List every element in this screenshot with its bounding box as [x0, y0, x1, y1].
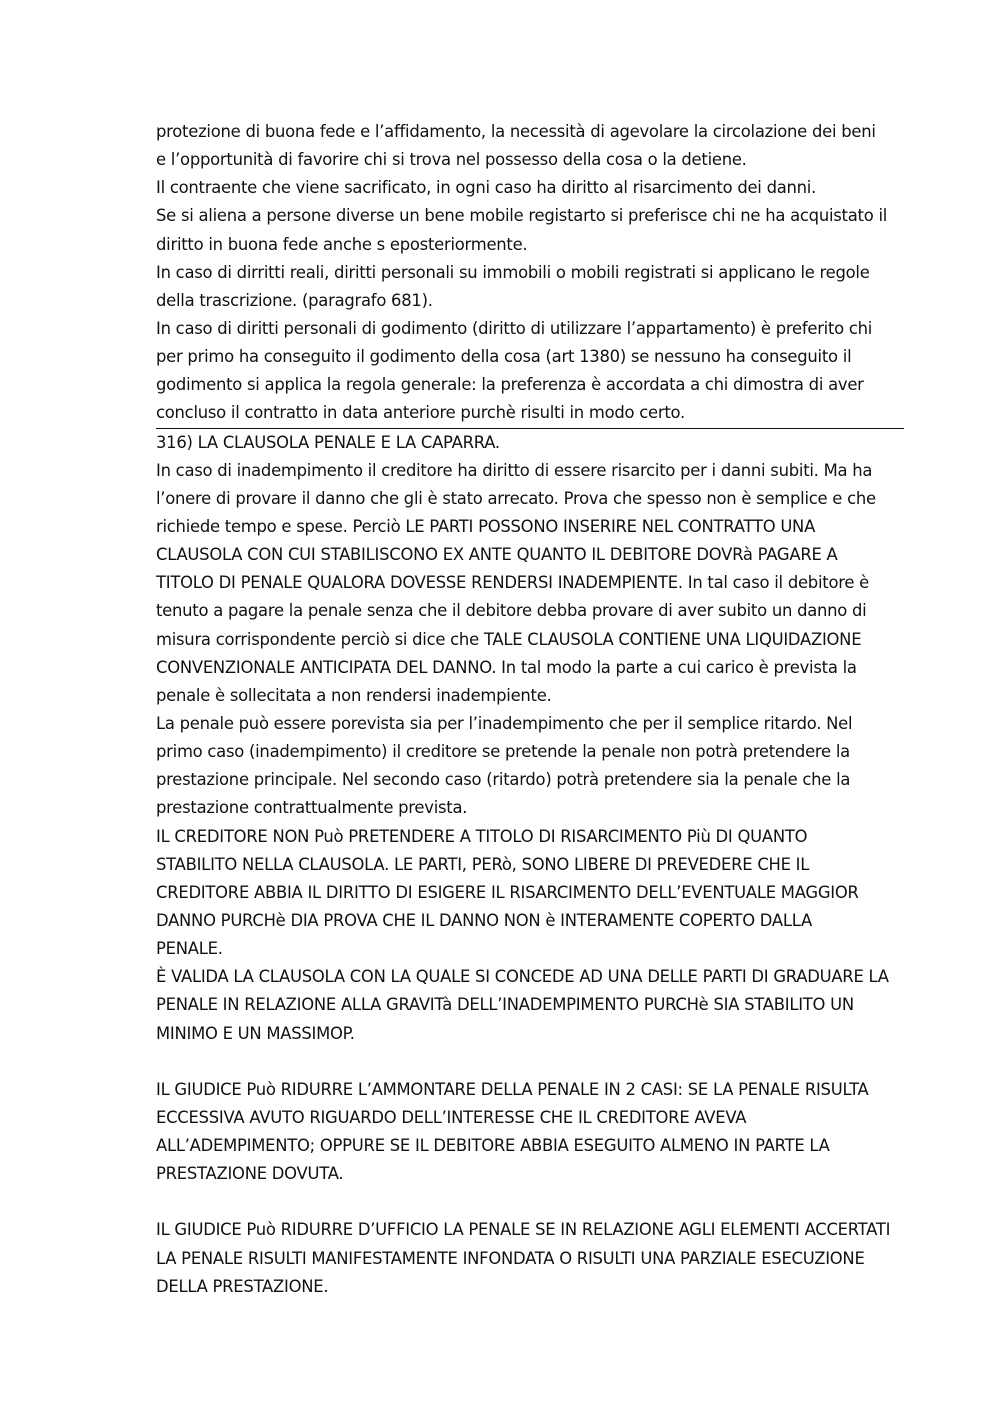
- text-line: richiede tempo e spese. Perciò LE PARTI POSSONO INSERIRE NEL CONTRATTO UNA: [156, 516, 816, 536]
- text-line: In caso di diritti personali di godimento (diritto di utilizzare l’appartamento) è preferito chi: [156, 318, 873, 338]
- text-line: In caso di inadempimento il creditore ha diritto di essere risarcito per i danni subiti. Ma ha: [156, 460, 873, 480]
- text-line: La penale può essere porevista sia per l’inadempimento che per il semplice ritardo. Nel: [156, 713, 853, 733]
- text-line: concluso il contratto in data anteriore purchè risulti in modo certo.: [156, 403, 686, 423]
- text-line: e l’opportunità di favorire chi si trova nel possesso della cosa o la detiene.: [156, 150, 747, 170]
- document-body: [156, 118, 908, 1301]
- text-line: TITOLO DI PENALE QUALORA DOVESSE RENDERSI INADEMPIENTE. In tal caso il debitore è: [156, 573, 869, 593]
- text-line: Il contraente che viene sacrificato, in ogni caso ha diritto al risarcimento dei danni.: [156, 178, 817, 198]
- text-line: PENALE IN RELAZIONE ALLA GRAVITà DELL’INADEMPIMENTO PURCHè SIA STABILITO UN: [156, 995, 854, 1015]
- text-line: godimento si applica la regola generale: la preferenza è accordata a chi dimostra di aver: [156, 375, 864, 395]
- text-line: DELLA PRESTAZIONE.: [156, 1276, 329, 1296]
- section-heading: 316) LA CLAUSOLA PENALE E LA CAPARRA.: [156, 432, 500, 452]
- paragraph-gap: [156, 1048, 908, 1076]
- text-line: tenuto a pagare la penale senza che il debitore debba provare di aver subito un danno di: [156, 601, 867, 621]
- text-line: ALL’ADEMPIMENTO; OPPURE SE IL DEBITORE ABBIA ESEGUITO ALMENO IN PARTE LA: [156, 1136, 830, 1156]
- text-line: CREDITORE ABBIA IL DIRITTO DI ESIGERE IL RISARCIMENTO DELL’EVENTUALE MAGGIOR: [156, 882, 859, 902]
- text-line: primo caso (inadempimento) il creditore se pretende la penale non potrà pretendere la: [156, 742, 850, 762]
- text-line: misura corrispondente perciò si dice che TALE CLAUSOLA CONTIENE UNA LIQUIDAZIONE: [156, 629, 862, 649]
- text-line: DANNO PURCHè DIA PROVA CHE IL DANNO NON è INTERAMENTE COPERTO DALLA: [156, 910, 812, 930]
- text-line: per primo ha conseguito il godimento della cosa (art 1380) se nessuno ha conseguito il: [156, 347, 852, 367]
- text-line: MINIMO E UN MASSIMOP.: [156, 1023, 355, 1043]
- text-line: diritto in buona fede anche s eposteriormente.: [156, 234, 528, 254]
- text-line: PRESTAZIONE DOVUTA.: [156, 1164, 344, 1184]
- text-line: IL CREDITORE NON Può PRETENDERE A TITOLO DI RISARCIMENTO Più DI QUANTO: [156, 826, 808, 846]
- text-line: È VALIDA LA CLAUSOLA CON LA QUALE SI CONCEDE AD UNA DELLE PARTI DI GRADUARE LA: [156, 967, 889, 987]
- text-line: protezione di buona fede e l’affidamento, la necessità di agevolare la circolazione dei beni: [156, 122, 876, 141]
- text-line: PENALE.: [156, 939, 223, 959]
- paragraph-gap: [156, 1188, 908, 1216]
- text-line: prestazione contrattualmente prevista.: [156, 798, 468, 818]
- text-line: CONVENZIONALE ANTICIPATA DEL DANNO. In tal modo la parte a cui carico è prevista la: [156, 657, 857, 677]
- text-line: penale è sollecitata a non rendersi inadempiente.: [156, 685, 552, 705]
- text-line: IL GIUDICE Può RIDURRE D’UFFICIO LA PENALE SE IN RELAZIONE AGLI ELEMENTI ACCERTATI: [156, 1220, 891, 1240]
- text-line: STABILITO NELLA CLAUSOLA. LE PARTI, PERò, SONO LIBERE DI PREVEDERE CHE IL: [156, 854, 810, 874]
- text-line: LA PENALE RISULTI MANIFESTAMENTE INFONDATA O RISULTI UNA PARZIALE ESECUZIONE: [156, 1248, 865, 1268]
- text-line: In caso di dirritti reali, diritti personali su immobili o mobili registrati si applicano le regole: [156, 262, 870, 282]
- text-line: della trascrizione. (paragrafo 681).: [156, 290, 433, 310]
- text-line: Se si aliena a persone diverse un bene mobile registarto si preferisce chi ne ha acquistato il: [156, 206, 888, 226]
- text-line: IL GIUDICE Può RIDURRE L’AMMONTARE DELLA PENALE IN 2 CASI: SE LA PENALE RISULTA: [156, 1079, 869, 1099]
- text-line: ECCESSIVA AVUTO RIGUARDO DELL’INTERESSE CHE IL CREDITORE AVEVA: [156, 1107, 747, 1127]
- text-line: prestazione principale. Nel secondo caso (ritardo) potrà pretendere sia la penale che la: [156, 770, 851, 790]
- text-line: CLAUSOLA CON CUI STABILISCONO EX ANTE QUANTO IL DEBITORE DOVRà PAGARE A: [156, 545, 838, 565]
- text-line: l’onere di provare il danno che gli è stato arrecato. Prova che spesso non è semplice e che: [156, 488, 876, 508]
